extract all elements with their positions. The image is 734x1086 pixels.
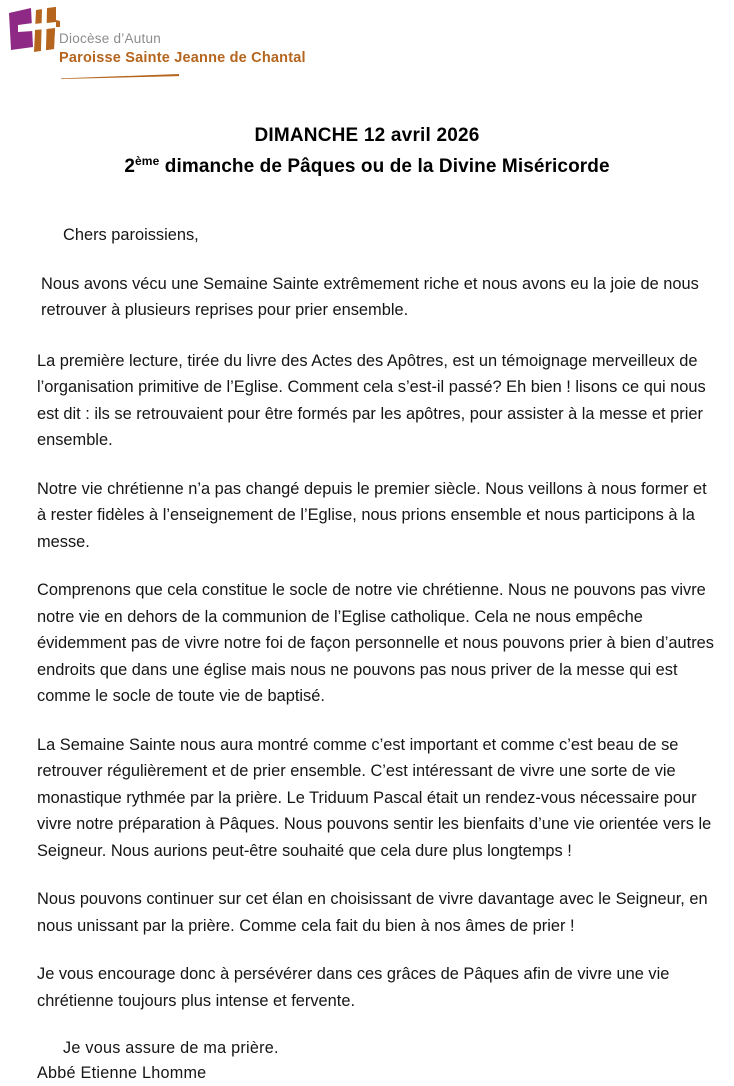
signer-name: Abbé Etienne Lhomme <box>37 1064 207 1082</box>
paragraph-2: La première lecture, tirée du livre des Actes des Apôtres, est un témoignage merveilleux de l’organisation primitive de l’Eglise. Comment cela s’est-il passé? Eh bien ! lisons ce qui nous est dit : ils se retrouvaient pour être formés par les apôtres, pour assister à la messe et prier ensemble. <box>37 351 706 449</box>
paragraph-5: La Semaine Sainte nous aura montré comme c’est important et comme c’est beau de se retrouver régulièrement et de prier ensemble. C’est intéressant de vivre une sorte de vie monastique rythmée par la prière. Le Triduum Pascal était un rendez-vous nécessaire pour vivre notre préparation à Pâques. Nous pouvons sentir les bienfaits d’une vie orientée vers le Seigneur. Nous aurions peut-être souhaité que cela dure plus longtemps ! <box>37 735 712 860</box>
spacer <box>0 939 734 961</box>
title-date: DIMANCHE 12 avril 2026 <box>254 125 480 146</box>
letterhead-divider <box>61 74 179 79</box>
paragraph-7: Je vous encourage donc à persévérer dans ces grâces de Pâques afin de vivre une vie chrétienne toujours plus intense et fervente. <box>37 965 670 1010</box>
spacer <box>0 710 734 732</box>
spacer <box>0 864 734 886</box>
title-ordinal-number: 2 <box>124 156 136 177</box>
spacer <box>0 324 734 348</box>
paragraph-4: Comprenons que cela constitue le socle de notre vie chrétienne. Nous ne pouvons pas vivre notre vie en dehors de la communion de l’Eglise catholique. Cela ne nous empêche évidemment pas de vivre notre foi de façon personnelle et nous pouvons prier à bien d’autres endroits que dans une église mais nous ne pouvons pas nous priver de la messe qui est comme le socle de toute vie de baptisé. <box>37 581 714 705</box>
spacer <box>0 249 734 271</box>
document-title-block <box>0 124 734 179</box>
diocese-name: Diocèse d’Autun <box>59 31 162 46</box>
paragraph-3: Notre vie chrétienne n’a pas changé depuis le premier siècle. Nous veillons à nous former et à rester fidèles à l’enseignement de l’Eglise, nous prions ensemble et nous participons à la messe. <box>37 479 707 551</box>
spacer <box>0 555 734 577</box>
paragraph-6: Nous pouvons continuer sur cet élan en choisissant de vivre davantage avec le Seigneur, en nous unissant par la prière. Comme cela fait du bien à nos âmes de prier ! <box>37 890 708 935</box>
title-subtitle <box>0 149 734 179</box>
salutation: Chers paroissiens, <box>63 226 199 244</box>
parish-cross-logo-icon <box>6 3 60 55</box>
spacer <box>0 454 734 476</box>
closing-line: Je vous assure de ma prière. <box>63 1039 279 1057</box>
letterhead-text <box>59 30 479 68</box>
letterhead <box>0 0 734 100</box>
title-ordinal-suffix: ème <box>135 154 160 168</box>
signature-block <box>37 1036 663 1086</box>
spacer <box>0 1014 734 1036</box>
paragraph-1: Nous avons vécu une Semaine Sainte extrêmement riche et nous avons eu la joie de nous retrouver à plusieurs reprises pour prier ensemble. <box>41 274 699 319</box>
parish-name: Paroisse Sainte Jeanne de Chantal <box>59 50 306 66</box>
letter-body <box>0 222 734 1086</box>
title-subtitle-text: dimanche de Pâques ou de la Divine Miséricorde <box>159 156 610 177</box>
